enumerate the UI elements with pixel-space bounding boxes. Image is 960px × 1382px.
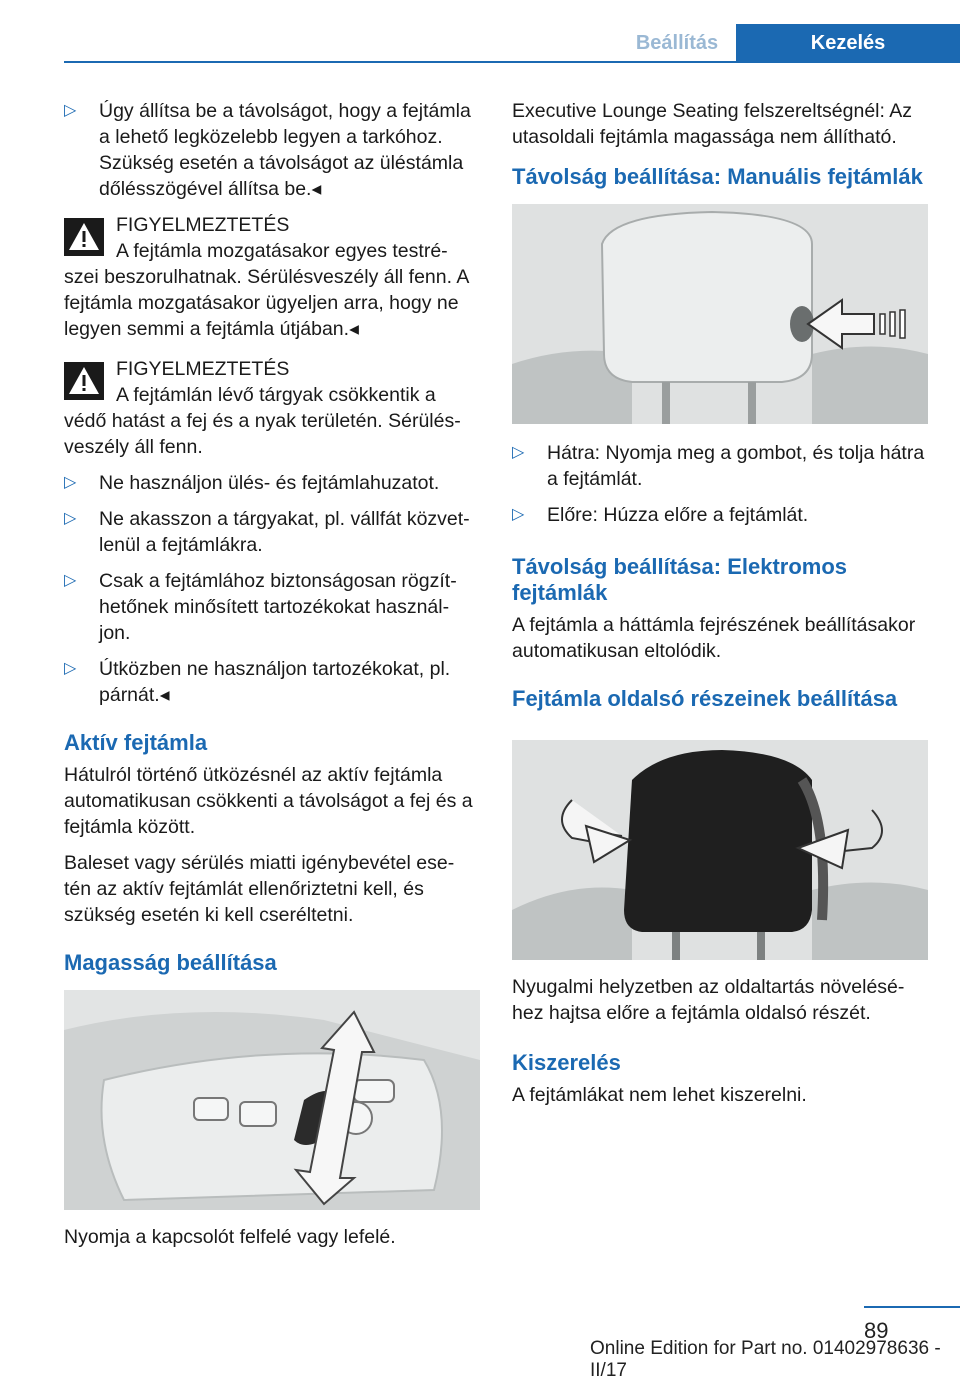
header-rule (64, 61, 960, 63)
paragraph: A fejtámla a háttámla fejrészének beállításakor automatikusan eltolódik. (512, 614, 916, 662)
list-item: ▷ Ne használjon ülés- és fejtámlahuzatot. (64, 472, 440, 494)
page-number: 89 (864, 1318, 889, 1343)
figure-caption: Nyugalmi helyzetben az oldaltartás növelésé-hez hajtsa előre a fejtámla oldalsó részét. (512, 976, 905, 1024)
list-item: ▷ Úgy állítsa be a távolságot, hogy a fejtámla a lehető legközelebb legyen a tarkóhoz. Szükség esetén a távolságot az üléstámla dőlésszögével állítsa be.◂ (64, 100, 471, 200)
warning-text-first: A fejtámlán lévő tárgyak csökkentik a (116, 384, 436, 406)
header-bar (0, 0, 960, 62)
heading-active-headrest: Aktív fejtámla (64, 730, 208, 755)
warning-text: szei beszorulhatnak. Sérülésveszély áll fenn. A fejtámla mozgatásakor ügyeljen arra, hogy ne legyen semmi a fejtámla útjában.◂ (64, 266, 469, 340)
right-column (512, 98, 928, 1118)
warning-title: FIGYELMEZTETÉS (116, 358, 290, 380)
bullet-triangle-icon: ▷ (64, 102, 77, 119)
warning-icon (64, 218, 104, 256)
seat-switch-image (64, 990, 480, 1210)
list-item: ▷ Ne akasszon a tárgyakat, pl. vállfát közvet-lenül a fejtámlákra. (64, 508, 470, 556)
list-item: ▷ Útközben ne használjon tartozékokat, pl. párnát.◂ (64, 658, 451, 706)
warning-text-first: A fejtámla mozgatásakor egyes testré- (116, 240, 448, 262)
heading-electric: Távolság beállítása: Elektromos fejtámlák (512, 554, 848, 605)
bullet-triangle-icon: ▷ (512, 506, 525, 523)
heading-removal: Kiszerelés (512, 1050, 621, 1075)
list-item: ▷ Csak a fejtámlához biztonságosan rögzít-hetőnek minősített tartozékokat használ-jon. (64, 570, 457, 644)
warning-icon (64, 362, 104, 400)
paragraph: Baleset vagy sérülés miatti igénybevétel ese-tén az aktív fejtámlát ellenőriztetni kell, és szükség esetén ki kell cseréltetni. (64, 852, 455, 926)
heading-height: Magasság beállítása (64, 950, 277, 975)
edition-footer: Online Edition for Part no. 01402978636 - II/17 (590, 1338, 941, 1381)
bullet-triangle-icon: ▷ (64, 474, 77, 491)
left-column (64, 98, 480, 1260)
paragraph: Executive Lounge Seating felszereltségnél: Az utasoldali fejtámla magassága nem állítható. (512, 100, 913, 148)
figure-caption: Nyomja a kapcsolót felfelé vagy lefelé. (64, 1226, 396, 1248)
warning-box (64, 356, 480, 460)
tab-active[interactable]: Kezelés (736, 24, 960, 62)
tab-section[interactable]: Beállítás (635, 32, 719, 54)
bullet-triangle-icon: ▷ (64, 660, 77, 677)
warning-text: védő hatást a fej és a nyak területén. Sérülés-veszély áll fenn. (64, 410, 461, 458)
paragraph: A fejtámlákat nem lehet kiszerelni. (512, 1084, 807, 1106)
heading-side-parts: Fejtámla oldalsó részeinek beállítása (512, 686, 898, 711)
headrest-manual-image (512, 204, 928, 424)
bullet-triangle-icon: ▷ (512, 444, 525, 461)
paragraph: Hátulról történő ütközésnél az aktív fejtámla automatikusan csökkenti a távolságot a fej és a fejtámla között. (64, 764, 473, 838)
headrest-side-image (512, 740, 928, 960)
bullet-triangle-icon: ▷ (64, 572, 77, 589)
heading-manual: Távolság beállítása: Manuális fejtámlák (512, 164, 923, 189)
footer-rule (864, 1306, 960, 1308)
warning-title: FIGYELMEZTETÉS (116, 214, 290, 236)
bullet-triangle-icon: ▷ (64, 510, 77, 527)
list-item: ▷ Előre: Húzza előre a fejtámlát. (512, 504, 809, 526)
list-item: ▷ Hátra: Nyomja meg a gombot, és tolja hátra a fejtámlát. (512, 442, 925, 490)
warning-box (64, 212, 480, 342)
